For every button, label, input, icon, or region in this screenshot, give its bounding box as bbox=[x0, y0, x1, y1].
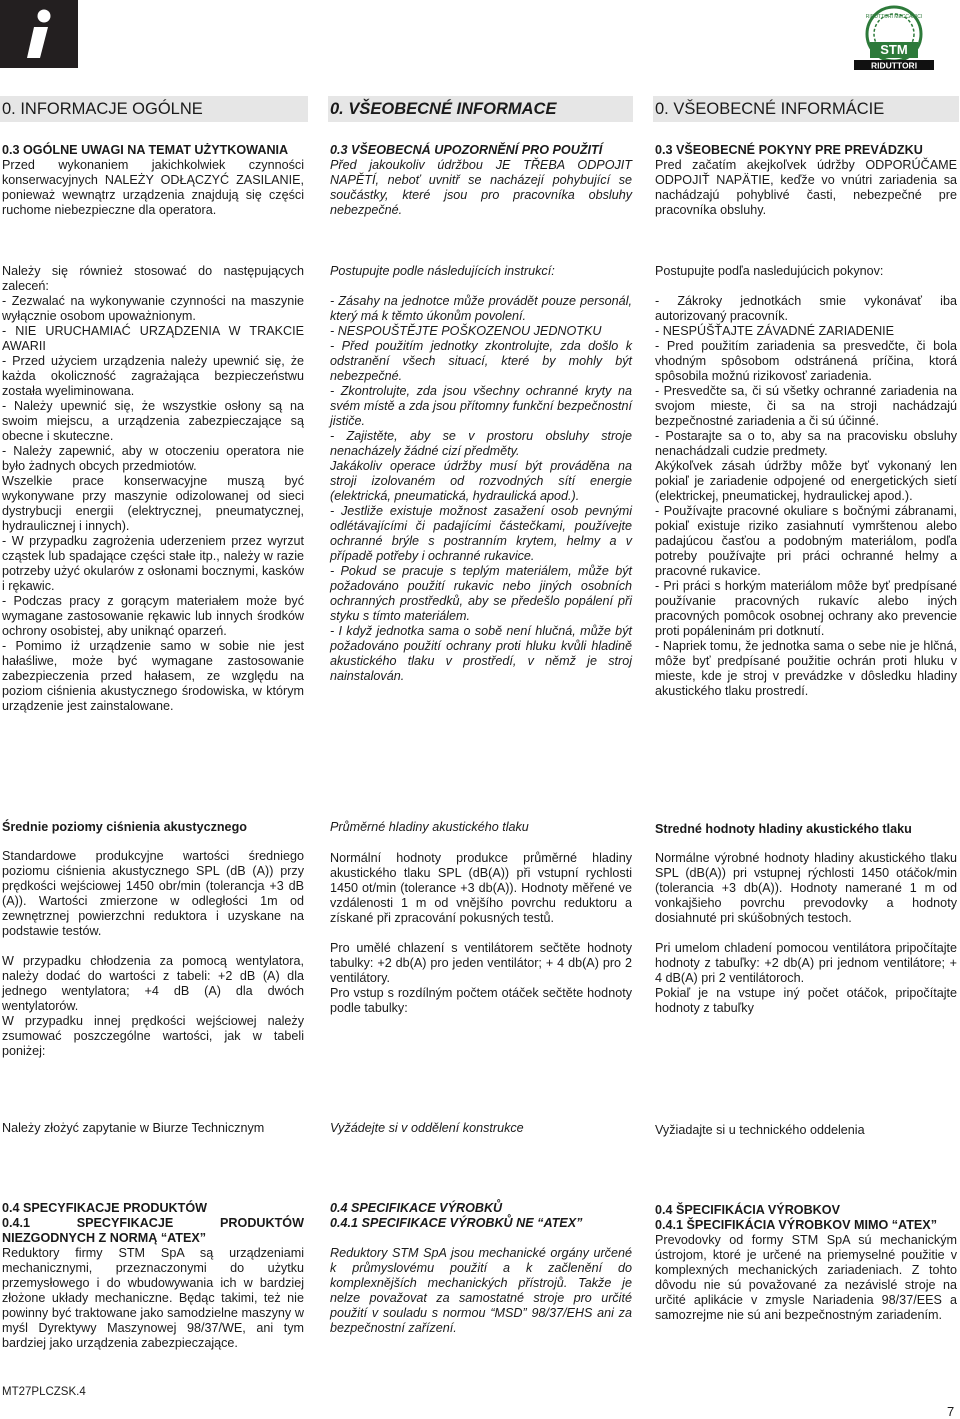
pl-noise-p1: Standardowe produkcyjne wartości średniego poziomu ciśnienia akustycznego SPL (dB (A)) przy prędkości wejściowej 1450 obr/min (tolerancja +3 dB (A)). Wartości zmierzone w odległości 1m od zewnętrznej powierzchni reduktora i uzyskane na podstawie testów. bbox=[2, 849, 304, 938]
pl-s03-title: 0.3 OGÓLNE UWAGI NA TEMAT UŻYTKOWANIA bbox=[2, 143, 289, 157]
page-number: 7 bbox=[947, 1404, 955, 1419]
pl-rec: - Przed użyciem urządzenia należy upewnić się, że każda okoliczność zagrażająca bezpieczeństwu została wyeliminowana. bbox=[2, 354, 304, 398]
pl-rec: - Zezwalać na wykonywanie czynności na maszynie wyłącznie osobom upoważnionym. bbox=[2, 294, 304, 323]
sk-noise-p1: Normálne výrobné hodnoty hladiny akustického tlaku SPL (dB(A)) pri vstupnej rýchlosti 1450 otáčok/min (tolerancia +3 db(A)). Hodnoty namerané 1 m od vonkajšieho povrchu prevodovky a hodnoty dosiahnuté pri skúšobných testoch. bbox=[655, 851, 957, 925]
pl-rec: - NIE URUCHAMIAĆ URZĄDZENIA W TRAKCIE AWARII bbox=[2, 324, 304, 353]
cz-s03 bbox=[330, 143, 632, 218]
pl-rec: - W przypadku zagrożenia uderzeniem przez wyrzut cząstek lub spadające części stałe itp., należy w razie potrzeby użyć okularów z osłonami bocznymi, kasków i rękawic. bbox=[2, 534, 304, 593]
cz-noise bbox=[330, 820, 632, 1016]
pl-s04-title: 0.4 SPECYFIKACJE PRODUKTÓW bbox=[2, 1201, 208, 1215]
cz-rec: - Zásahy na jednotce může provádět pouze personál, který má k těmto úkonům povolení. bbox=[330, 294, 632, 323]
cz-rec: Postupujte podle následujících instrukcí: bbox=[330, 264, 555, 278]
sk-rec: Akýkoľvek zásah údržby môže byť vykonaný len pokiaľ je zariadenie odpojené od energetických sietí (elektrickej, pneumatickej, hydraulickej apod.). bbox=[655, 459, 957, 503]
pl-s04 bbox=[2, 1201, 304, 1351]
cz-rec: - Pokud se pracuje s teplým materiálem, může být požadováno použití rukavic nebo jiných osobních ochranných prostředků, aby se předešlo popálení při styku s tímto materiálem. bbox=[330, 564, 632, 623]
heading-cz: 0. VŠEOBECNÉ INFORMACE bbox=[328, 96, 633, 122]
cz-s04 bbox=[330, 1201, 632, 1336]
sk-rec: - Postarajte sa o to, aby sa na pracovisku obsluhy nenachádzali cudzie predmety. bbox=[655, 429, 957, 458]
cz-s041-text: Reduktory STM SpA jsou mechanické orgány určené k průmyslovému použití a k začlenění do komplexnějších mechanických přístrojů. Takže je nelze považovat za samostatné stroje pro určité použití v souladu s normou “MSD” 98/37/EHS ani za bezpečnostní zařízení. bbox=[330, 1246, 632, 1335]
cz-s041-title: 0.4.1 SPECIFIKACE VÝROBKŮ NE “ATEX” bbox=[330, 1216, 583, 1230]
heading-pl: 0. INFORMACJE OGÓLNE bbox=[0, 96, 308, 122]
sk-noise-p2: Pri umelom chladení pomocou ventilátora pripočítajte hodnoty z tabuľky: +2 db(A) pri jednom ventilátore; + 4 dB(A) pri 2 ventilátoroch. bbox=[655, 941, 957, 985]
pl-s03-text: Przed wykonaniem jakichkolwiek czynności konserwacyjnych NALEŻY ODŁĄCZYĆ ZASILANIE, ponieważ wewnątrz urządzenia znajdują się części ruchome niebezpieczne dla operatora. bbox=[2, 158, 304, 217]
pl-noise-title: Średnie poziomy ciśnienia akustycznego bbox=[2, 820, 247, 834]
sk-noise bbox=[655, 822, 957, 1016]
sk-s03 bbox=[655, 143, 957, 218]
svg-text:RIDUTTORI MECCANICI: RIDUTTORI MECCANICI bbox=[865, 14, 923, 20]
sk-noise-p3: Pokiaľ je na vstupe iný počet otáčok, pripočítajte hodnoty z tabuľky bbox=[655, 986, 957, 1015]
sk-s03-text: Pred začatím akejkoľvek údržby ODPORÚČAME ODPOJIŤ NAPÄTIE, keďže vo vnútri zariadenia sa nachádzajú pohyblivé časti, nebezpečné pre pracovníka obsluhy. bbox=[655, 158, 957, 217]
cz-rec: - Zajistěte, aby se v prostoru obsluhy stroje nenacházely žádné cizí předměty. bbox=[330, 429, 632, 458]
pl-rec: Należy się również stosować do następujących zaleceń: bbox=[2, 264, 304, 293]
sk-rec: - Pri práci s horkým materiálom môže byť predpísané používanie pracovných rukavíc alebo iných pracovných pomôcok osobnej ochrany ako prevencie proti popáleninám pri dotknutí. bbox=[655, 579, 957, 638]
cz-s04-title: 0.4 SPECIFIKACE VÝROBKŮ bbox=[330, 1201, 503, 1215]
cz-noise-title: Průměrné hladiny akustického tlaku bbox=[330, 820, 529, 834]
cz-noise-p3: Pro vstup s rozdílným počtem otáček sečtěte hodnoty podle tabulky: bbox=[330, 986, 632, 1015]
pl-noise bbox=[2, 820, 304, 1059]
sk-rec: Postupujte podľa nasledujúcich pokynov: bbox=[655, 264, 884, 278]
cz-rec: - Jestliže existuje možnost zasažení osob pevnými odlétávajícími či padajícími částečkami, používejte ochranné brýle s postranním krytem, helmy a v případě potřeby i ochranné rukavice. bbox=[330, 504, 632, 563]
sk-rec: - Presvedčte sa, či sú všetky ochranné zariadenia na svojom mieste, či sa na stroji nachádzajú bezpečnostné zariadenia a či sú účinné. bbox=[655, 384, 957, 428]
sk-s04 bbox=[655, 1203, 957, 1323]
pl-rec: - Należy zapewnić, aby w otoczeniu operatora nie było żadnych obcych przedmiotów. bbox=[2, 444, 304, 473]
pl-rec: - Pomimo iż urządzenie samo w sobie nie jest hałaśliwe, może być wymagane zastosowanie zabezpieczenia przed hałasem, ze względu na poziom ciśnienia akustycznego środowiska, w którym urządzenie jest zainstalowane. bbox=[2, 639, 304, 713]
cz-rec: - I když jednotka sama o sobě není hlučná, může být požadováno použití ochrany proti hluku kvůli hladině akustického tlaku v prostředí, v němž je stroj nainstalován. bbox=[330, 624, 632, 683]
cz-noise-p2: Pro umělé chlazení s ventilátorem sečtěte hodnoty tabulky: +2 db(A) pro jeden ventilátor; + 4 db(A) pro 2 ventilátory. bbox=[330, 941, 632, 985]
cz-rec: Jakákoliv operace údržby musí být prováděna na stroji izolovaném od rozvodných sítí energie (elektrická, pneumatická, hydraulická apod.). bbox=[330, 459, 632, 503]
pl-noise-p2: W przypadku chłodzenia za pomocą wentylatora, należy dodać do wartości z tabeli: +2 dB (A) dla jednego wentylatora; +4 dB (A) dla dwóch wentylatorów. bbox=[2, 954, 304, 1013]
sk-rec: - Zákroky jednotkách smie vykonávať iba autorizovaný pracovník. bbox=[655, 294, 957, 323]
sk-rec: - Používajte pracovné okuliare s bočnými zábranami, pokiaľ existuje riziko zasiahnutí vymrštenou alebo padajúcou časťou a podobným materiálom, podľa potreby používajte pri práci ochranné helmy a pracovné rukavice. bbox=[655, 504, 957, 578]
sk-rec: - Pred použitím zariadenia sa presvedčte, či bola vhodným spôsobom odstránená príčina, ktorá spôsobila možnú rizikovosť zariadenia. bbox=[655, 339, 957, 383]
pl-rec: - Należy upewnić się, że wszystkie osłony są na swoim miejscu, a urządzenia zabezpieczające są obecne i skuteczne. bbox=[2, 399, 304, 443]
sk-rec: - Napriek tomu, že jednotka sama o sebe nie je hlčná, môže byť predpísané použitie ochrán proti hluku v mieste, kde je stroj v prevádzke v dôsledku hladiny akustického tlaku prostredí. bbox=[655, 639, 957, 698]
pl-rec: Wszelkie prace konserwacyjne muszą być wykonywane przy maszynie odizolowanej od sieci dystrybucji energii (elektrycznej, pneumatycznej, hydraulicznej i innych). bbox=[2, 474, 304, 533]
cz-rec: - Před použitím jednotky zkontrolujte, zda došlo k odstranění všech situací, které by mohly být nebezpečné. bbox=[330, 339, 632, 383]
pl-s03 bbox=[2, 143, 304, 218]
cz-noise-p1: Normální hodnoty produkce průměrné hladiny akustického tlaku SPL (dB(A)) při vstupní rychlosti 1450 ot/min (tolerance +3 db(A)). Hodnoty měřené ve vzdálenosti 1 m od vnějšího povrchu reduktoru a získané při zpracování pokusných testů. bbox=[330, 851, 632, 925]
cz-rec: - Zkontrolujte, zda jsou všechny ochranné kryty na svém místě a zda jsou přítomny funkční bezpečnostní jističe. bbox=[330, 384, 632, 428]
cz-recs bbox=[330, 264, 632, 684]
pl-ask: Należy złożyć zapytanie w Biurze Technicznym bbox=[2, 1121, 265, 1135]
pl-s041-title: 0.4.1 SPECYFIKACJE PRODUKTÓW NIEZGODNYCH Z NORMĄ “ATEX” bbox=[2, 1216, 304, 1245]
sk-s03-title: 0.3 VŠEOBECNÉ POKYNY PRE PREVÁDZKU bbox=[655, 143, 923, 157]
pl-rec: - Podczas pracy z gorącym materiałem może być wymagane zastosowanie rękawic lub innych środków ochrony osobistej, aby uniknąć oparzeń. bbox=[2, 594, 304, 638]
cz-rec: - NESPOUŠTĚJTE POŠKOZENOU JEDNOTKU bbox=[330, 324, 602, 338]
stm-logo bbox=[848, 4, 940, 72]
info-icon bbox=[0, 0, 78, 68]
cz-s03-title: 0.3 VŠEOBECNÁ UPOZORNĚNÍ PRO POUŽITÍ bbox=[330, 143, 603, 157]
pl-s041-text: Reduktory firmy STM SpA są urządzeniami mechanicznymi, przeznaczonymi do użytku przemysłowego i do wbudowywania ich w bardziej złożone układy mechaniczne. Będąc takimi, też nie powinny być traktowane jako samodzielne maszyny w myśl Dyrektywy Maszynowej 98/37/WE, ani tym bardziej jako urządzenia zabezpieczające. bbox=[2, 1246, 304, 1350]
svg-text:STM: STM bbox=[880, 42, 908, 57]
sk-s041-text: Prevodovky od formy STM SpA sú mechanickým ústrojom, ktoré je určené na priemyselné použitie v komplexných mechanických zariadeniach. Z tohto dôvodu nie sú považované za nezávislé stroje na určité aplikácie v zmysle Nariadenia 98/37/EES a samozrejme nie sú ani bezpečnostným zariadením. bbox=[655, 1233, 957, 1322]
cz-s03-text: Před jakoukoliv údržbou JE TŘEBA ODPOJIT NAPĚTÍ, neboť uvnitř se nacházejí pohybující se součástky, které jsou pro pracovníka obsluhy nebezpečné. bbox=[330, 158, 632, 217]
pl-recs bbox=[2, 264, 304, 714]
sk-rec: - NESPÚŠŤAJTE ZÁVADNÉ ZARIADENIE bbox=[655, 324, 895, 338]
sk-s041-title: 0.4.1 ŠPECIFIKÁCIA VÝROBKOV MIMO “ATEX” bbox=[655, 1218, 937, 1232]
pl-noise-p3: W przypadku innej prędkości wejściowej należy zsumować poszczególne wartości, jak w tabeli poniżej: bbox=[2, 1014, 304, 1058]
sk-ask: Vyžiadajte si u technického oddelenia bbox=[655, 1123, 865, 1137]
heading-sk: 0. VŠEOBECNÉ INFORMÁCIE bbox=[653, 96, 959, 122]
sk-s04-title: 0.4 ŠPECIFIKÁCIA VÝROBKOV bbox=[655, 1203, 840, 1217]
svg-text:RIDUTTORI: RIDUTTORI bbox=[870, 60, 918, 71]
sk-recs bbox=[655, 264, 957, 699]
document-code: MT27PLCZSK.4 bbox=[2, 1386, 86, 1398]
cz-ask: Vyžádejte si v oddělení konstrukce bbox=[330, 1121, 524, 1135]
sk-noise-title: Stredné hodnoty hladiny akustického tlaku bbox=[655, 822, 912, 836]
